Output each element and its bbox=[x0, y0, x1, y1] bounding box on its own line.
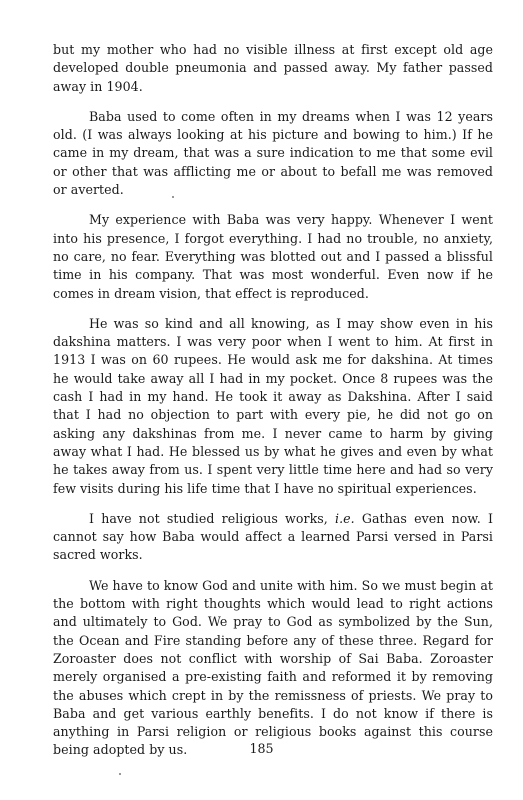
scan-speck bbox=[172, 196, 174, 198]
italic-ie: i.e. bbox=[335, 510, 355, 526]
paragraph-religious-works bbox=[53, 510, 493, 565]
page-number: 185 bbox=[249, 741, 274, 756]
paragraph-know-god: We have to know God and unite with him. So we must begin at the bottom with right thoughts which would lead to right actions and ultimately to God. We pray to God as symbolized by the Sun, the Ocean and Fire standing before any of these three. Regard for Zoroaster does not conflict with worship of Sai Baba. Zoroaster merely organised a pre-existing faith and reformed it by removing the abuses which crept in by the remissness of priests. We pray to Baba and get various earthly benefits. I do not know if there is anything in Parsi religion or religious books against this course being adopted by us. bbox=[53, 577, 493, 758]
paragraph-religious-works-end: Gathas even now. I cannot say how Baba would affect a learned Parsi versed in Parsi sacred works. bbox=[53, 510, 493, 563]
paragraph-dreams: Baba used to come often in my dreams when I was 12 years old. (I was always looking at his picture and bowing to him.) If he came in my dream, that was a sure indication to me that some evil or other that was afflicting me or about to befall me was removed or averted. bbox=[53, 108, 493, 198]
paragraph-experience: My experience with Baba was very happy. Whenever I went into his presence, I forgot everything. I had no trouble, no anxiety, no care, no fear. Everything was blotted out and I passed a blissful time in his company. That was most wonderful. Even now if he comes in dream vision, that effect is reproduced. bbox=[53, 212, 493, 301]
scan-speck bbox=[119, 773, 121, 775]
body-text bbox=[53, 41, 493, 772]
paragraph-dakshina: He was so kind and all knowing, as I may show even in his dakshina matters. I was very poor when I went to him. At first in 1913 I was on 60 rupees. He would ask me for dakshina. At times he would take away all I had in my pocket. Once 8 rupees was the cash I had in my hand. He took it away as Dakshina. After I said that I had no objection to part with every pie, he did not go on asking any dakshinas from me. I never came to harm by giving away what I had. He blessed us by what he gives and even by what he takes away from us. I spent very little time here and had so very few visits during his life time that I have no spiritual experiences. bbox=[53, 315, 493, 496]
paragraph-continuation: but my mother who had no visible illness at first except old age developed double pneumonia and passed away. My father passed away in 1904. bbox=[53, 42, 493, 94]
paragraph-religious-works-start: I have not studied religious works, bbox=[89, 510, 336, 526]
